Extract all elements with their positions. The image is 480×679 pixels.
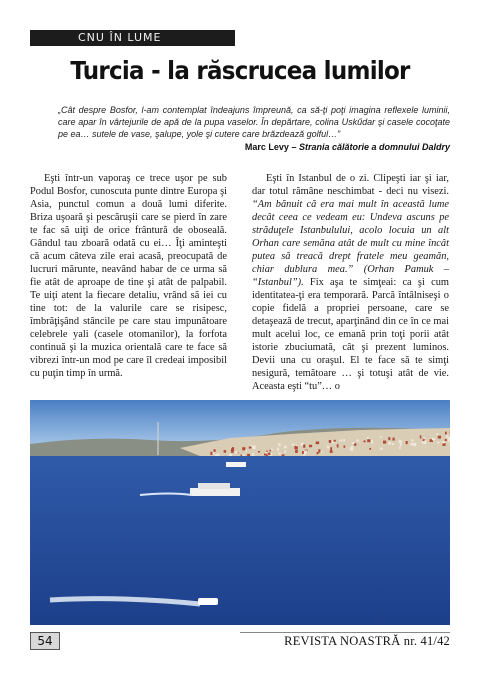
right-paragraph — [252, 172, 449, 393]
photo-building — [252, 453, 254, 456]
photo-building — [270, 450, 272, 452]
section-label: CNU ÎN LUME — [30, 30, 235, 46]
epigraph-author: Marc Levy — [244, 142, 289, 152]
epigraph-book: Strania călătorie a domnului Daldry — [298, 142, 450, 152]
page-number: 54 — [30, 632, 60, 650]
photo-building — [301, 443, 303, 445]
photo-building — [442, 441, 445, 443]
photo-building — [399, 440, 402, 443]
photo-building — [334, 440, 336, 442]
photo-building — [445, 439, 447, 441]
photo-building — [414, 443, 417, 446]
photo-building — [327, 445, 329, 448]
photo-building — [284, 446, 287, 449]
photo-building — [284, 450, 286, 453]
right-continuation: Fix aşa te simţeai: ca şi cum identitatea-ţi era temporară. Parcă întâlniseşi o copie fidelă a propriei persoane, care se detaşează de trecut, aparţinând din ce în ce mai mult acelui loc, ce emană prin toţi porii atât istorie zbuciumată, cât şi prezent luminos. Devii una cu oraşul. El te face să te simţi nesigură, temătoare … şi totuşi atât de vie. Aceasta eşti “tu”… o — [252, 277, 449, 392]
photo-building — [399, 447, 401, 449]
photo-building — [278, 453, 281, 455]
photo-building — [411, 439, 413, 441]
photo-building — [383, 441, 386, 444]
photo-building — [423, 437, 425, 439]
photo-building — [270, 453, 272, 456]
photo-building — [316, 442, 319, 445]
photo-building — [367, 437, 369, 439]
pamuk-quote: “Am bănuit că era mai mult în această lume decât ceea ce vedeam eu: Undeva ascuns pe străduţele Istanbulului, acolo locuia un alt Orhan care semăna atât de mult cu mine încât putea să treacă drept fratele meu geamăn, chiar dublura mea.” — [252, 199, 449, 275]
photo-building — [295, 450, 298, 453]
photo-building — [392, 443, 394, 445]
photo-building — [369, 448, 371, 450]
attribution-separator: – — [288, 142, 299, 152]
photo-building — [329, 440, 332, 443]
photo-building — [210, 452, 212, 455]
right-intro: Eşti în Istanbul de o zi. Clipeşti iar şi iar, dar totul rămâne neschimbat - deci nu visezi. — [252, 173, 449, 197]
photo-building — [438, 436, 441, 439]
left-paragraph: Eşti într-un vaporaş ce trece uşor pe sub Podul Bosfor, cunoscuta punte dintre Europa şi Asia, punctul comun a două lumi diferite. Briza uşoară şi pescăruşii care se pierd în zare te fac să uiţi de orice frântură de oboseală. Gândul tau zboară odată cu ei… Îţi aminteşti că acum câteva zile erai acasă, preocupată de lucruri mărunte, neavând habar de ce urma să fie atât de aproape de tine şi atât de palpabil. Te uiţi atent la fiecare detaliu, vrând să iei cu tine tot: de la valurile care se risipesc, îmbrăţişând stâncile pe care stau impunătoare celebrele yali (casele otomanilor), la forfota continuă şi la muzica orientală care te face să vibrezi într-un mod pe care îl credeai imposibil cu puţin timp în urmă. — [30, 173, 227, 379]
article-title: Turcia - la răscrucea lumilor — [70, 56, 410, 85]
epigraph-attribution — [245, 142, 450, 152]
photo-building — [343, 439, 345, 441]
photo-building — [352, 442, 355, 444]
photo-building — [330, 447, 332, 450]
photo-building — [245, 450, 247, 452]
photo-building — [302, 451, 304, 454]
photo-building — [292, 444, 295, 446]
photo-building — [420, 435, 422, 438]
photo-building — [350, 448, 353, 451]
photo-building — [424, 441, 426, 444]
photo-building — [264, 454, 267, 456]
pamuk-source: (Orhan Pamuk – “Istanbul”). — [252, 264, 450, 288]
photo-building — [214, 449, 216, 452]
photo-building — [278, 443, 280, 446]
photo-building — [235, 452, 238, 454]
photo-building — [380, 448, 383, 450]
photo-small-boat — [226, 462, 246, 467]
photo-building — [371, 440, 373, 444]
photo-building — [367, 439, 370, 442]
photo-building — [363, 441, 365, 443]
photo-building — [432, 438, 435, 440]
photo-building — [380, 436, 382, 438]
photo-building — [388, 437, 390, 440]
photo-building — [411, 443, 414, 446]
photo-building — [344, 446, 346, 448]
photo-building — [258, 451, 260, 453]
photo-building — [277, 448, 279, 451]
photo-building — [252, 446, 255, 449]
photo-building — [448, 439, 450, 442]
photo-building — [445, 432, 447, 435]
article-column-right — [252, 172, 449, 393]
photo-building — [268, 453, 271, 455]
photo-building — [282, 454, 285, 456]
photo-building — [242, 447, 245, 450]
photo-building — [217, 454, 219, 457]
article-column-left — [30, 172, 227, 380]
bosphorus-photo — [30, 400, 450, 625]
photo-building — [303, 445, 305, 448]
epigraph-quote: „Cât despre Bosfor, l-am contemplat îndeajuns împreună, ca să-ţi poţi imagina reflexele luminii, care apar în vârtejurile de apă de la pupa vaselor. În depărtare, colina Uskűdar şi casele cocoţate pe ea… sutele de vase, şalupe, yole şi cutere care brăzdează golful…” — [58, 105, 450, 139]
photo-building — [249, 446, 252, 448]
photo-building — [388, 442, 391, 445]
photo-building — [400, 443, 402, 446]
photo-building — [436, 433, 438, 435]
photo-building — [446, 435, 448, 438]
photo-building — [422, 442, 424, 444]
photo-building — [317, 452, 319, 454]
photo-building — [406, 441, 408, 444]
photo-building — [393, 438, 395, 441]
photo-building — [309, 445, 312, 447]
magazine-issue: REVISTA NOASTRĂ nr. 41/42 — [240, 632, 450, 649]
photo-building — [224, 450, 227, 453]
photo-building — [337, 444, 339, 447]
photo-building — [437, 442, 439, 444]
photo-building — [448, 437, 450, 440]
photo-building — [357, 439, 359, 441]
photo-building — [330, 451, 333, 453]
photo-building — [294, 446, 298, 449]
photo-building — [318, 449, 320, 452]
photo-building — [340, 440, 342, 442]
photo-building — [321, 451, 323, 454]
photo-building — [233, 448, 235, 451]
